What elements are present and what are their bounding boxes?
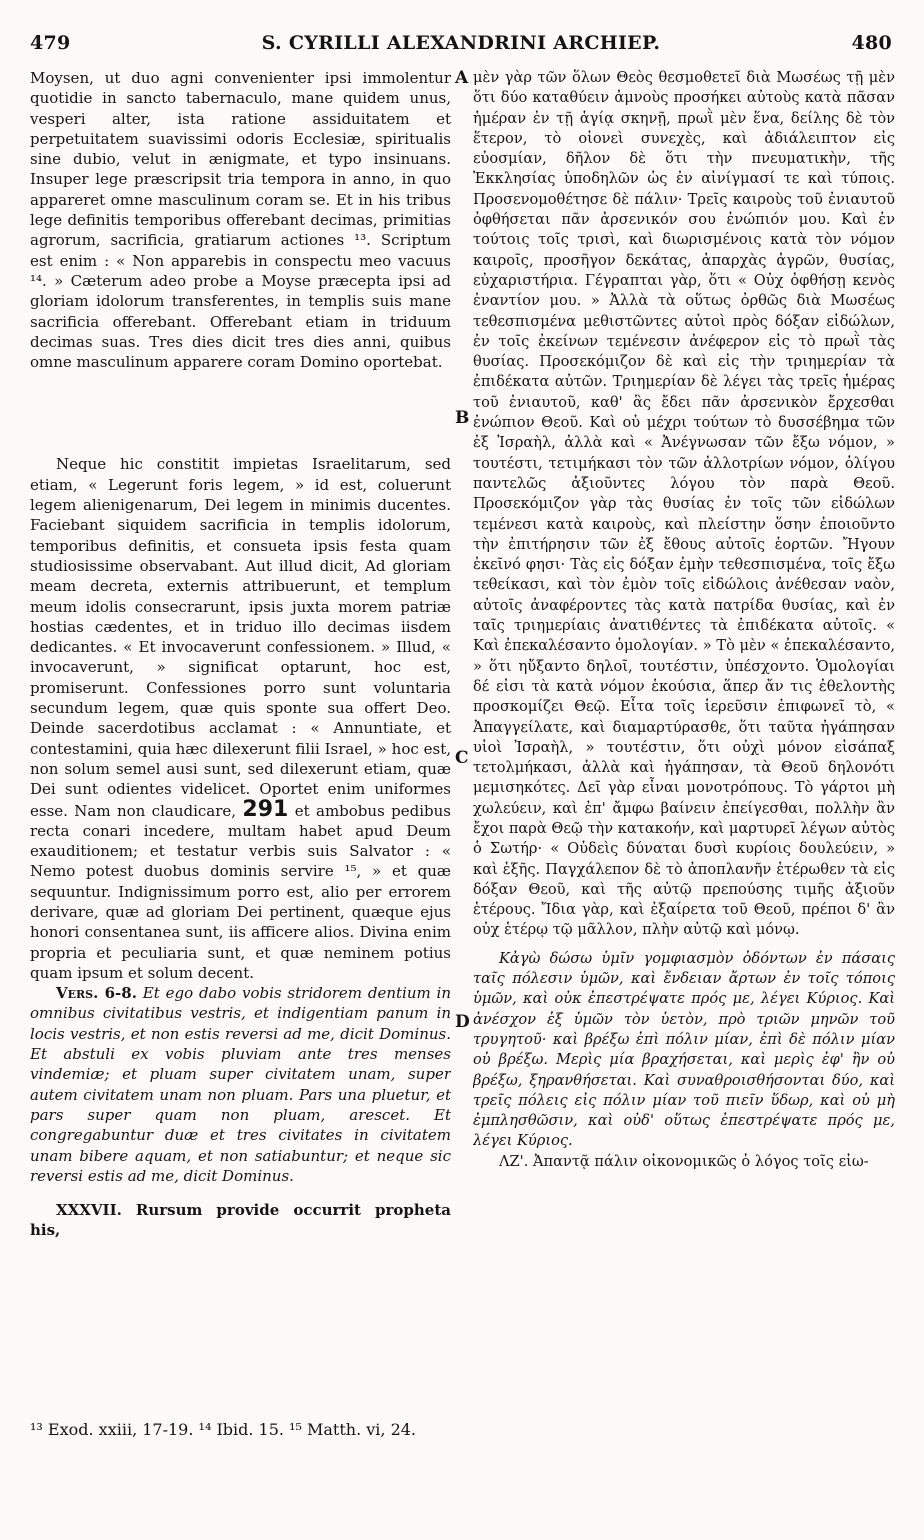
greek-verse-block: Κἀγὼ δώσω ὑμῖν γομφιασμὸν ὀδόντων ἐν πάσαις ταῖς πόλεσιν ὑμῶν, καὶ ἔνδειαν ἄρτων ἐν τοῖς τόποις ὑμῶν, καὶ οὐκ ἐπεστρέψατε πρός με, λέγει Κύριος. Καὶ ἀνέσχον ἐξ ὑμῶν τὸν ὑετὸν, πρὸ τριῶν μηνῶν τοῦ τρυγητοῦ· καὶ βρέξω ἐπὶ πόλιν μίαν, ἐπὶ δὲ πόλιν μίαν οὐ βρέξω. Μερὶς μία βραχήσεται, καὶ μερὶς ἐφ' ἣν οὐ βρέξω, ξηρανθήσεται. Καὶ συναθροισθήσονται δύο, καὶ τρεῖς πόλεις εἰς πόλιν μίαν τοῦ πιεῖν ὕδωρ, καὶ οὐ μὴ ἐμπλησθῶσιν, καὶ οὐδ' οὕτως ἐπεστρέψατε πρός με, λέγει Κύριος. (473, 949, 895, 1150)
greek-section-start: ΛΖ'. Ἀπαντᾷ πάλιν οἰκονομικῶς ὁ λόγος τοῖς εἰω- (499, 1152, 869, 1170)
footnotes: ¹³ Exod. xxiii, 17-19. ¹⁴ Ibid. 15. ¹⁵ Matth. vi, 24. (30, 1420, 417, 1439)
verse-text: Et ego dabo vobis stridorem dentium in omnibus civitatibus vestris, et indigentiam panum in locis vestris, et non estis reversi ad me, dicit Dominus. Et abstuli ex vobis pluviam ante tres menses vindemiæ; et pluam super civitatem unam, super autem civitatem unam non pluam. Pars una pluetur, et pars super quam non pluam, arescet. Et congregabuntur duæ et tres civitates in civitatem unam bibere aquam, et non satiabuntur; et neque sic reversi estis ad me, dicit Dominus. (30, 984, 451, 1185)
latin-paragraph-2 (30, 454, 451, 983)
running-header (30, 32, 892, 60)
left-page-number: 479 (30, 32, 71, 54)
latin-verse-block (30, 983, 451, 1186)
page-marker: 291 (242, 796, 289, 822)
column-gap (30, 372, 451, 454)
greek-gap (473, 941, 895, 949)
greek-column (473, 68, 895, 1172)
verse-label: Vers. 6-8. (56, 984, 137, 1003)
margin-letter-c: C (455, 748, 469, 768)
greek-paragraph-1: μὲν γὰρ τῶν ὅλων Θεὸς θεσμοθετεῖ διὰ Μωσέως τῇ μὲν ὅτι δύο καταθύειν ἀμνοὺς προσήκει αὐτοὺς κατὰ πᾶσαν ἡμέραν ἐν τῇ ἁγίᾳ σκηνῇ, πρωῒ μὲν ἕνα, δείλης δὲ τὸν ἕτερον, τὸ οἱονεὶ συνεχὲς, καὶ ἀδιάλειπτον εἰς εὐοσμίαν, δῆλον δὲ ὅτι τὴν πνευματικὴν, τῆς Ἐκκλησίας ὑποδηλῶν ὡς ἐν αἰνίγμασί τε καὶ τύποις. Προσενομοθέτησε δὲ πάλιν· Τρεῖς καιροὺς τοῦ ἐνιαυτοῦ ὀφθήσεται πᾶν ἀρσενικόν σου ἐνώπιόν μου. Καὶ ἐν τούτοις τοῖς τρισὶ, καὶ διωρισμένοις κατὰ τὸν νόμον καιροῖς, προσῆγον δεκάτας, ἀπαρχὰς ἀγρῶν, θυσίας, εὐχαριστήρια. Γέγραπται γὰρ, ὅτι « Οὐχ ὀφθήσῃ κενὸς ἐναντίον μου. » Ἀλλὰ τὰ οὕτως ὀρθῶς διὰ Μωσέως τεθεσπισμένα μεθιστῶντες αὐτοὶ πρὸς δόξαν εἰδώλων, ἐν τοῖς ἐκείνων τεμένεσιν ἀνέφερον εἰς τὸ πρωῒ τὰς θυσίας. Προσεκόμιζον δὲ καὶ εἰς τὴν τριημερίαν τὰ ἐπιδέκατα αὐτῶν. Τριημερίαν δὲ λέγει τὰς τρεῖς ἡμέρας τοῦ ἐνιαυτοῦ, καθ' ἃς ἔδει πᾶν ἀρσενικὸν ἔρχεσθαι ἐνώπιον Θεοῦ. Καὶ οὐ μέχρι τούτων τὸ δυσσέβημα τῶν ἐξ Ἰσραὴλ, ἀλλὰ καὶ « Ἀνέγνωσαν τῶν ἔξω νόμον, » τουτέστι, τετιμήκασι τὸν τῶν ἀλλοτρίων νόμον, ὀλίγου παντελῶς ἀξιοῦντες λόγου τὸν παρὰ Θεοῦ. Προσεκόμιζον γὰρ τὰς θυσίας ἐν τοῖς τῶν εἰδώλων τεμένεσι κατὰ καιροὺς, καὶ πλείστην ὅσην ἐποιοῦντο τὴν ἐπιτήρησιν τῶν ἐξ ἔθους αὐτοῖς ἑορτῶν. Ἤγουν ἐκεῖνό φησι· Τὰς εἰς δόξαν ἐμὴν τεθεσπισμένα, τοῖς ἔξω τεθείκασι, καὶ τὸν ἐμὸν τοῖς εἰδώλοις ἀνέθεσαν ναὸν, αὐτοῖς ἀναφέροντες τὰς κατὰ πατρίδα θυσίας, καὶ ἐν ταῖς τριημερίαις ἀνατιθέντες τὰ ἐπιδέκατα αὐτοῖς. « Καὶ ἐπεκαλέσαντο ὁμολογίαν. » Τὸ μὲν « ἐπεκαλέσαντο, » ὅτι ηὔξαντο δηλοῖ, τουτέστιν, ὑπέσχοντο. Ὁμολογίαι δέ εἰσι τὰ κατὰ νόμον ἑκούσια, ἅπερ ἄν τις ἐθελοντὴς προσκομίζει Θεῷ. Εἶτα τοῖς ἱερεῦσιν ἐπιφωνεῖ τὸ, « Ἀπαγγείλατε, καὶ διαμαρτύρασθε, ὅτι ταῦτα ἠγάπησαν υἱοὶ Ἰσραὴλ, » τουτέστιν, ὅτι οὐχὶ μόνον εἰσάπαξ τετολμήκασι, ἀλλὰ καὶ ἠγάπησαν, τὰ Θεοῦ δηλονότι μεμισηκότες. Δεῖ γὰρ εἶναι μονοτρόπους. Τὸ γάρτοι μὴ χωλεύειν, καὶ ἐπ' ἄμφω βαίνειν ἐπείγεσθαι, πολλὴν ἂν ἔχοι παρὰ Θεῷ τὴν κατακοήν, καὶ μαρτυρεῖ λέγων αὐτὸς ὁ Σωτήρ· « Οὐδεὶς δύναται δυσὶ κυρίοις δουλεύειν, » καὶ ἑξῆς. Παγχάλεπον δὲ τὸ ἀποπλανῆν ἑτέρωθεν τὰ εἰς δόξαν Θεοῦ, καὶ τῆς αὐτῷ πρεπούσης τιμῆς ἀξιοῦν ἑτέρους. Ἴδια γὰρ, καὶ ἐξαίρετα τοῦ Θεοῦ, πρέποι δ' ἂν οὐχ ἑτέρῳ τῷ μᾶλλον, πλὴν αὐτῷ καὶ μόνῳ. (473, 69, 895, 939)
right-page-number: 480 (851, 32, 892, 54)
latin-paragraph-1: Moysen, ut duo agni convenienter ipsi immolentur quotidie in sancto tabernaculo, mane quidem unus, vesperi alter, ista ratione assiduitatem et perpetuitatem suavissimi odoris Ecclesiæ, spiritualis sine dubio, velut in ænigmate, et typo insinuans. Insuper lege præscripsit tria tempora in anno, in quo appareret omne masculinum coram se. Et in his tribus lege definitis temporibus offerebant decimas, primitias agrorum, sacrificia, gratiarum actiones ¹³. Scriptum est enim : « Non apparebis in conspectu meo vacuus ¹⁴. » Cæterum adeo probe a Moyse præcepta ipsi ad gloriam idolorum transferentes, in templis suis mane sacrificia offerebant. Offerebant etiam in triduum decimas suas. Tres dies dicit tres dies anni, quibus omne masculinum apparere coram Domino oportebat. (30, 69, 451, 372)
latin-section-start: XXXVII. Rursum provide occurrit propheta his, (30, 1201, 451, 1240)
latin-column (30, 68, 451, 1241)
margin-letter-b: B (455, 408, 470, 428)
latin-paragraph-2a: Neque hic constitit impietas Israelitarum, sed etiam, « Legerunt foris legem, » id est, coluerunt legem alienigenarum, Dei legem in minimis ducentes. Faciebant siquidem sacrificia in templis idolorum, temporibus definitis, et consueta ipsis festa quam studiosissime observabant. Aut illud dicit, Ad gloriam meam decreta, externis attribuerunt, et templum meum idolis consecrarunt, ipsis juxta morem patriæ hostias cædentes, et in triduo illo decimas iisdem dedicantes. « Et invocaverunt confessionem. » Illud, « invocaverunt, » significat optarunt, hoc est, promiserunt. Confessiones porro sunt voluntaria secundum legem, quæ quis sponte sua offert Deo. Deinde sacerdotibus acclamat : « Annuntiate, et contestamini, quia hæc dilexerunt filii Israel, » hoc est, non solum semel ausi sunt, sed dilexerunt etiam, quæ Dei sunt odientes videlicet. Oportet enim uniformes esse. Nam non claudicare, (30, 455, 451, 820)
latin-paragraph-2b: et ambobus pedibus recta conari incedere, multam habet apud Deum exauditionem; et testatur verbis suis Salvator : « Nemo potest duobus dominis servire ¹⁵, » et quæ sequuntur. Indignissimum porro est, alio per errorem derivare, quæ ad gloriam Dei pertinent, quæque ejus honori consentanea sunt, iis afficere alios. Divina enim propria et peculiaria sunt, et quæ neminem potius quam ipsum et solum decent. (30, 801, 451, 982)
section-gap (30, 1186, 451, 1200)
margin-letter-d: D (455, 1012, 470, 1032)
running-title: S. CYRILLI ALEXANDRINI ARCHIEP. (261, 32, 661, 54)
margin-letter-a: A (455, 68, 469, 88)
